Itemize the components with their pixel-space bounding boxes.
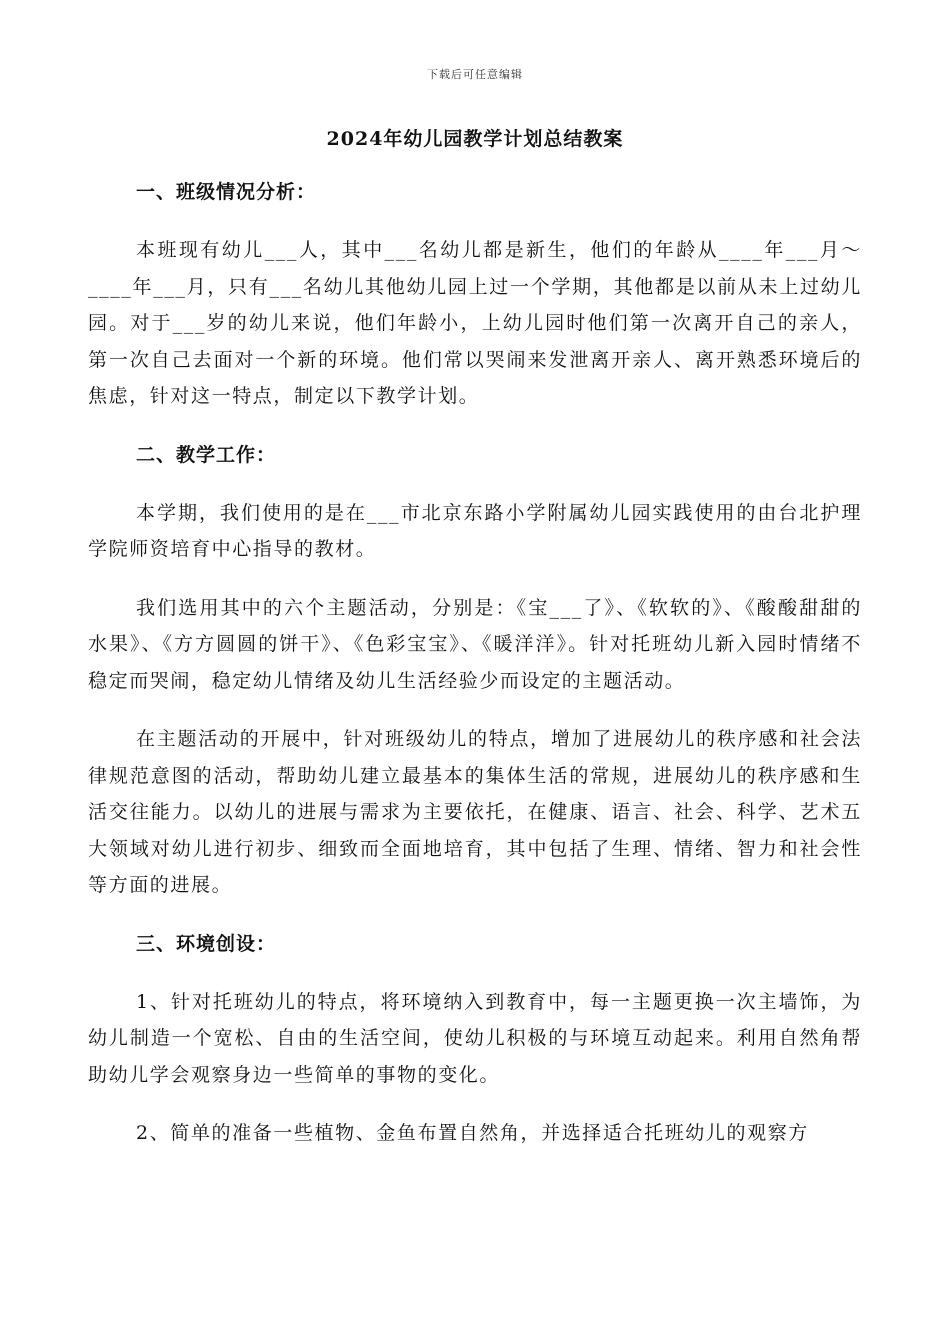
section-heading-class-analysis: 一、班级情况分析： <box>136 181 317 203</box>
paragraph-class-analysis: 本班现有幼儿___人，其中___名幼儿都是新生，他们的年龄从____年___月～____年___月，只有___名幼儿其他幼儿园上过一个学期，其他都是以前从未上过幼儿园。对于___岁的幼儿来说，他们年龄小，上幼儿园时他们第一次离开自己的亲人，第一次自己去面对一个新的环境。他们常以哭闹来发泄离开亲人、离开熟悉环境后的焦虑，针对这一特点，制定以下教学计划。 <box>88 239 862 407</box>
paragraph-environment-2: 2、简单的准备一些植物、金鱼布置自然角，并选择适合托班幼儿的观察方 <box>136 1122 809 1144</box>
page-title: 2024年幼儿园教学计划总结教案 <box>326 128 624 150</box>
section-heading-teaching-work: 二、教学工作： <box>136 443 277 466</box>
paragraph-environment-1: 1、针对托班幼儿的特点，将环境纳入到教育中，每一主题更换一次主墙饰，为幼儿制造一个宽松、自由的生活空间，使幼儿积极的与环境互动起来。利用自然角帮助幼儿学会观察身边一些简单的事物的变化。 <box>88 990 862 1086</box>
paragraph-theme-activities: 我们选用其中的六个主题活动，分别是：《宝___了》、《软软的》、《酸酸甜甜的水果》、《方方圆圆的饼干》、《色彩宝宝》、《暖洋洋》。针对托班幼儿新入园时情绪不稳定而哭闹，稳定幼儿情绪及幼儿生活经验少而设定的主题活动。 <box>88 596 862 692</box>
section-heading-environment: 三、环境创设： <box>136 932 277 955</box>
header-note: 下载后可任意编辑 <box>427 68 523 81</box>
paragraph-teaching-materials: 本学期，我们使用的是在___市北京东路小学附属幼儿园实践使用的由台北护理学院师资培育中心指导的教材。 <box>88 501 862 560</box>
paragraph-activity-development: 在主题活动的开展中，针对班级幼儿的特点，增加了进展幼儿的秩序感和社会法律规范意图的活动，帮助幼儿建立最基本的集体生活的常规，进展幼儿的秩序感和生活交往能力。以幼儿的进展与需求为主要依托，在健康、语言、社会、科学、艺术五大领域对幼儿进行初步、细致而全面地培育，其中包括了生理、情绪、智力和社会性等方面的进展。 <box>88 728 862 896</box>
document-body <box>88 160 862 1152</box>
